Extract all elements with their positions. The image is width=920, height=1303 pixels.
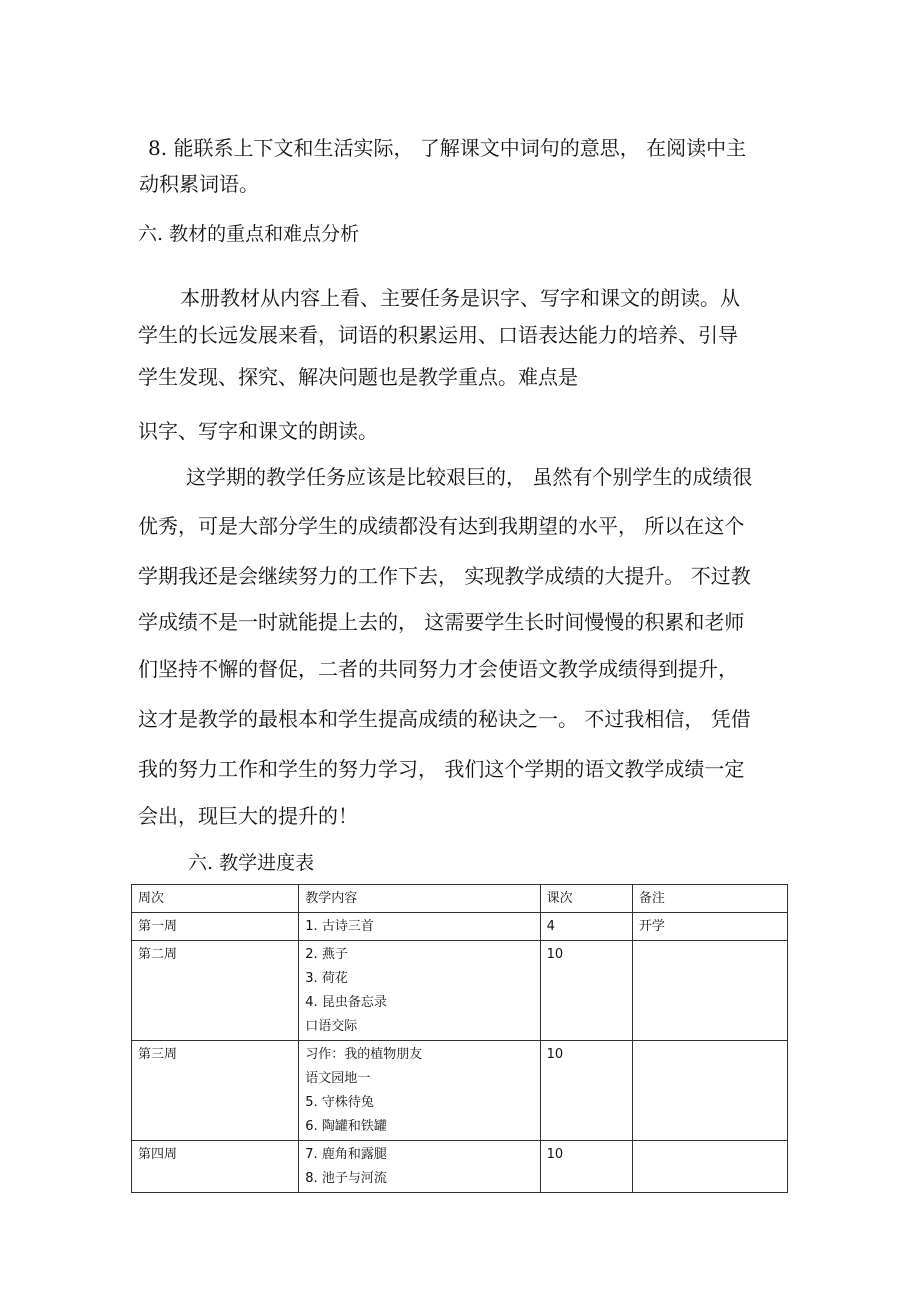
content-item: 语文园地一: [305, 1071, 371, 1086]
lessons-cell: 4: [540, 913, 632, 941]
summary-line-8: 会出，现巨大的提升的！: [138, 804, 358, 828]
summary-line-1: 这学期的教学任务应该是比较艰巨的， 虽然有个别学生的成绩很: [186, 465, 753, 489]
summary-line-6: 这才是教学的最根本和学生提高成绩的秘诀之一。 不过我相信， 凭借: [138, 707, 751, 731]
table-header-row: [132, 885, 788, 913]
schedule-table: [131, 884, 788, 1193]
note-cell: 开学: [632, 913, 787, 941]
summary-line-5: 们坚持不懈的督促，二者的共同努力才会使语文教学成绩得到提升，: [138, 657, 738, 681]
table-row: [132, 913, 788, 941]
table-row: [132, 1141, 788, 1193]
week-cell: 第二周: [132, 941, 299, 1041]
heading-schedule: 六. 教学进度表: [188, 852, 315, 874]
note-cell: [632, 1041, 787, 1141]
focus-line-4: 识字、写字和课文的朗读。: [138, 419, 378, 443]
week-cell: 第四周: [132, 1141, 299, 1193]
content-cell: [299, 941, 540, 1041]
note-cell: [632, 941, 787, 1041]
note-cell: [632, 1141, 787, 1193]
table-row: [132, 1041, 788, 1141]
lessons-cell: 10: [540, 941, 632, 1041]
header-note: 备注: [632, 885, 787, 913]
heading-key-points: 六. 教材的重点和难点分析: [138, 223, 360, 245]
content-cell: [299, 913, 540, 941]
summary-line-7: 我的努力工作和学生的努力学习， 我们这个学期的语文教学成绩一定: [138, 757, 745, 781]
paragraph-8-line1: 8. 能联系上下文和生活实际， 了解课文中词句的意思， 在阅读中主: [148, 136, 747, 160]
content-item: 3. 荷花: [305, 971, 348, 986]
week-cell: 第一周: [132, 913, 299, 941]
focus-line-3: 学生发现、探究、解决问题也是教学重点。难点是: [138, 365, 578, 389]
paragraph-8-line2: 动积累词语。: [139, 172, 259, 196]
content-item: 6. 陶罐和铁罐: [305, 1119, 387, 1134]
content-item: 8. 池子与河流: [305, 1171, 387, 1186]
focus-line-1: 本册教材从内容上看、主要任务是识字、写字和课文的朗读。从: [180, 286, 740, 310]
content-item: 2. 燕子: [305, 947, 348, 962]
header-week: 周次: [132, 885, 299, 913]
lessons-cell: 10: [540, 1141, 632, 1193]
content-cell: [299, 1041, 540, 1141]
content-item: 7. 鹿角和露腿: [305, 1147, 387, 1162]
content-item: 口语交际: [305, 1019, 358, 1034]
focus-line-2: 学生的长远发展来看，词语的积累运用、口语表达能力的培养、引导: [138, 323, 738, 347]
lessons-cell: 10: [540, 1041, 632, 1141]
content-item: 1. 古诗三首: [305, 919, 374, 934]
table-row: [132, 941, 788, 1041]
summary-line-4: 学成绩不是一时就能提上去的， 这需要学生长时间慢慢的积累和老师: [138, 610, 745, 634]
content-item: 4. 昆虫备忘录: [305, 995, 387, 1010]
header-lessons: 课次: [540, 885, 632, 913]
content-cell: [299, 1141, 540, 1193]
content-item: 5. 守株待兔: [305, 1095, 374, 1110]
week-cell: 第三周: [132, 1041, 299, 1141]
summary-line-3: 学期我还是会继续努力的工作下去， 实现教学成绩的大提升。 不过教: [138, 564, 751, 588]
header-content: 教学内容: [299, 885, 540, 913]
summary-line-2: 优秀，可是大部分学生的成绩都没有达到我期望的水平， 所以在这个: [138, 514, 745, 538]
content-item: 习作：我的植物朋友: [305, 1047, 423, 1062]
